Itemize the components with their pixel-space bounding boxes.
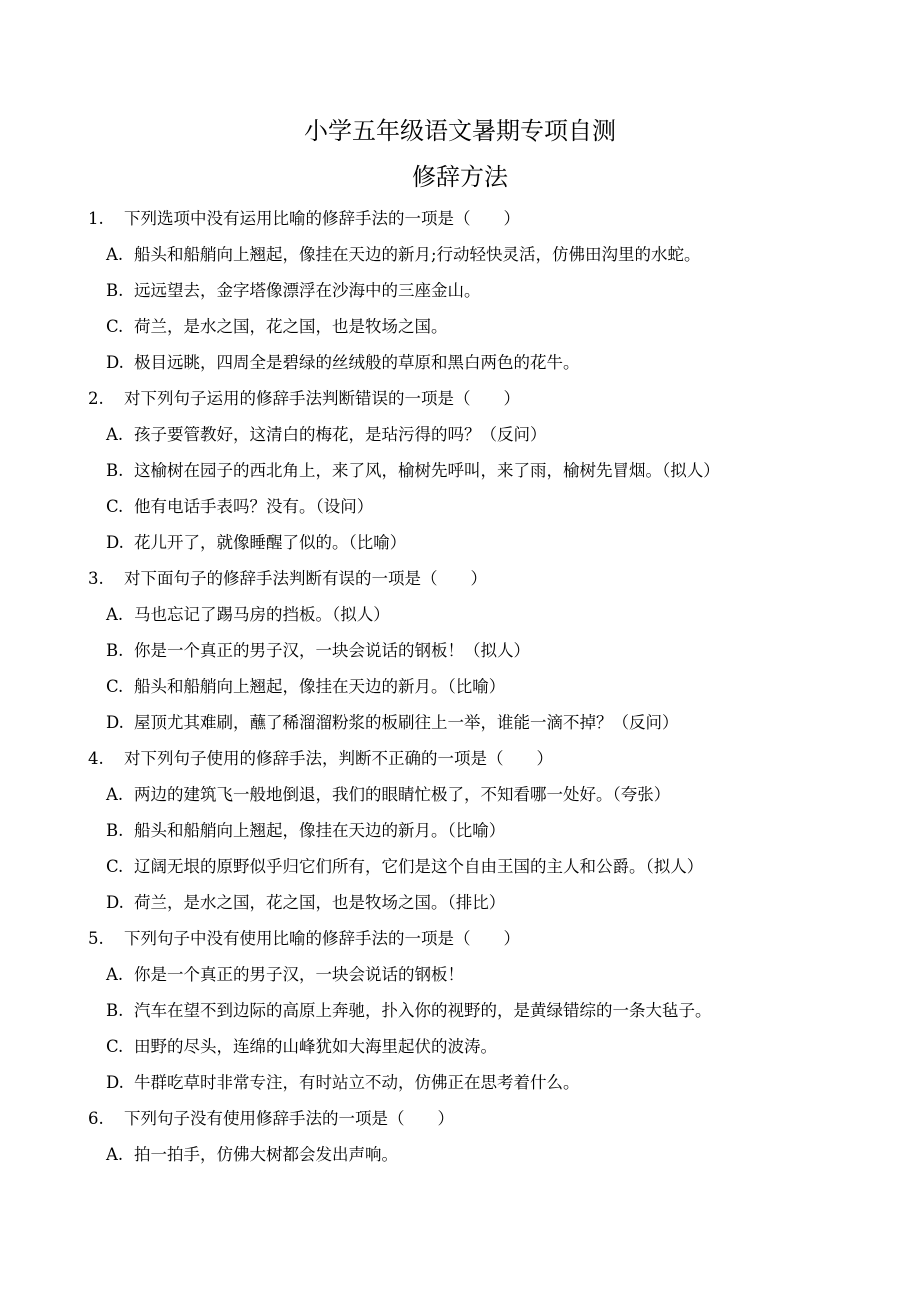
option-text: 辽阔无垠的原野似乎归它们所有，它们是这个自由王国的主人和公爵。（拟人） (134, 857, 704, 876)
option-letter: B. (106, 281, 124, 300)
question-number: 3. (88, 569, 104, 588)
answer-option (88, 530, 888, 566)
option-letter: C. (106, 677, 124, 696)
option-letter: A. (106, 1145, 124, 1164)
option-text: 牛群吃草时非常专注，有时站立不动，仿佛正在思考着什么。 (134, 1073, 580, 1092)
option-text: 屋顶尤其难刷，蘸了稀溜溜粉浆的板刷往上一举，谁能一滴不掉？（反问） (134, 713, 679, 732)
option-text: 孩子要管教好，这清白的梅花，是玷污得的吗？（反问） (134, 425, 547, 444)
option-letter: A. (106, 965, 124, 984)
answer-option (88, 494, 888, 530)
answer-option (88, 710, 888, 746)
answer-option (88, 458, 888, 494)
question-stem (88, 1106, 888, 1142)
option-letter: B. (106, 641, 124, 660)
answer-option (88, 674, 888, 710)
option-text: 荷兰，是水之国，花之国，也是牧场之国。（排比） (134, 893, 506, 912)
question-text: 对下列句子使用的修辞手法，判断不正确的一项是（ ） (124, 749, 553, 768)
option-text: 这榆树在园子的西北角上，来了风，榆树先呼叫，来了雨，榆树先冒烟。（拟人） (134, 461, 720, 480)
answer-option (88, 314, 888, 350)
answer-option (88, 962, 888, 998)
option-letter: D. (106, 533, 124, 552)
option-letter: D. (106, 893, 124, 912)
option-letter: C. (106, 857, 124, 876)
question-stem (88, 386, 888, 422)
answer-option (88, 242, 888, 278)
option-letter: A. (106, 785, 124, 804)
option-letter: B. (106, 1001, 124, 1020)
answer-option (88, 998, 888, 1034)
answer-option (88, 854, 888, 890)
document-title: 小学五年级语文暑期专项自测 (304, 117, 616, 145)
question-stem (88, 926, 888, 962)
option-text: 荷兰，是水之国，花之国，也是牧场之国。 (134, 317, 448, 336)
option-text: 田野的尽头，连绵的山峰犹如大海里起伏的波涛。 (134, 1037, 497, 1056)
answer-option (88, 422, 888, 458)
option-letter: C. (106, 317, 124, 336)
option-text: 船头和船艄向上翘起，像挂在天边的新月。（比喻） (134, 821, 506, 840)
question-text: 下列句子没有使用修辞手法的一项是（ ） (124, 1109, 454, 1128)
question-stem (88, 566, 888, 602)
answer-option (88, 782, 888, 818)
option-letter: B. (106, 821, 124, 840)
option-letter: D. (106, 353, 124, 372)
option-text: 船头和船艄向上翘起，像挂在天边的新月。（比喻） (134, 677, 506, 696)
option-text: 汽车在望不到边际的高原上奔驰，扑入你的视野的，是黄绿错综的一条大毡子。 (134, 1001, 712, 1020)
option-text: 两边的建筑飞一般地倒退，我们的眼睛忙极了，不知看哪一处好。（夸张） (134, 785, 671, 804)
answer-option (88, 1142, 888, 1178)
option-text: 你是一个真正的男子汉，一块会说话的钢板！ (134, 965, 464, 984)
option-letter: C. (106, 1037, 124, 1056)
option-letter: A. (106, 605, 124, 624)
option-text: 远远望去，金字塔像漂浮在沙海中的三座金山。 (134, 281, 481, 300)
answer-option (88, 1034, 888, 1070)
option-text: 船头和船艄向上翘起，像挂在天边的新月;行动轻快灵活，仿佛田沟里的水蛇。 (134, 245, 701, 264)
option-text: 他有电话手表吗？没有。（设问） (134, 497, 374, 516)
answer-option (88, 890, 888, 926)
question-text: 下列选项中没有运用比喻的修辞手法的一项是（ ） (124, 209, 520, 228)
option-letter: D. (106, 1073, 124, 1092)
question-list (88, 206, 888, 1178)
option-letter: C. (106, 497, 124, 516)
option-letter: A. (106, 425, 124, 444)
option-letter: B. (106, 461, 124, 480)
question-number: 1. (88, 209, 104, 228)
question-text: 对下面句子的修辞手法判断有误的一项是（ ） (124, 569, 487, 588)
answer-option (88, 818, 888, 854)
question-number: 6. (88, 1109, 104, 1128)
option-letter: A. (106, 245, 124, 264)
option-text: 拍一拍手，仿佛大树都会发出声响。 (134, 1145, 398, 1164)
option-text: 花儿开了，就像睡醒了似的。（比喻） (134, 533, 407, 552)
answer-option (88, 1070, 888, 1106)
question-number: 2. (88, 389, 104, 408)
question-stem (88, 746, 888, 782)
question-text: 对下列句子运用的修辞手法判断错误的一项是（ ） (124, 389, 520, 408)
question-stem (88, 206, 888, 242)
answer-option (88, 602, 888, 638)
answer-option (88, 278, 888, 314)
document-subtitle: 修辞方法 (412, 163, 508, 191)
question-number: 4. (88, 749, 104, 768)
option-text: 你是一个真正的男子汉，一块会说话的钢板！（拟人） (134, 641, 530, 660)
question-number: 5. (88, 929, 104, 948)
option-text: 马也忘记了踢马房的挡板。（拟人） (134, 605, 390, 624)
question-text: 下列句子中没有使用比喻的修辞手法的一项是（ ） (124, 929, 520, 948)
option-text: 极目远眺，四周全是碧绿的丝绒般的草原和黑白两色的花牛。 (134, 353, 580, 372)
option-letter: D. (106, 713, 124, 732)
answer-option (88, 638, 888, 674)
answer-option (88, 350, 888, 386)
